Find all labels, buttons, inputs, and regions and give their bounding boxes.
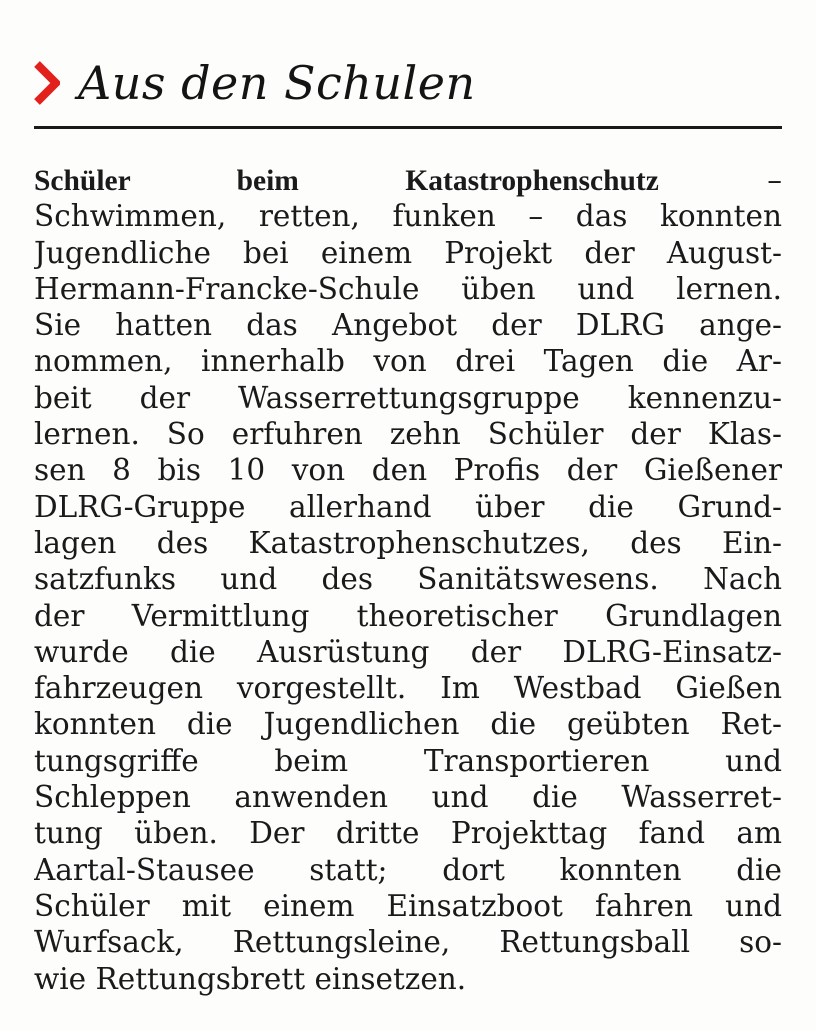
headline-dash: – bbox=[767, 163, 782, 197]
article-line: beit der Wasserrettungsgruppe kennenzu- bbox=[34, 380, 782, 415]
article-line: nommen, innerhalb von drei Tagen die Ar- bbox=[34, 344, 782, 379]
section-title: Aus den Schulen bbox=[78, 56, 476, 110]
article-line: lagen des Katastrophenschutzes, des Ein- bbox=[34, 525, 782, 560]
article-line: sen 8 bis 10 von den Profis der Gießener bbox=[34, 453, 782, 488]
article-line: tungsgriffe beim Transportieren und bbox=[34, 743, 782, 778]
article-line: satzfunks und des Sanitätswesens. Nach bbox=[34, 562, 782, 597]
article-line: Aartal-Stausee statt; dort konnten die bbox=[34, 852, 782, 887]
article-line: fahrzeugen vorgestellt. Im Westbad Gießen bbox=[34, 671, 782, 706]
header-divider bbox=[34, 126, 782, 129]
article-line: Hermann-Francke-Schule üben und lernen. bbox=[34, 271, 782, 306]
article-line: Schwimmen, retten, funken – das konnten bbox=[34, 199, 782, 234]
article-line: Jugendliche bei einem Projekt der August- bbox=[34, 235, 782, 270]
article-line: tung üben. Der dritte Projekttag fand am bbox=[34, 816, 782, 851]
article-line: wie Rettungsbrett einsetzen. bbox=[34, 961, 467, 996]
article-line: lernen. So erfuhren zehn Schüler der Klas- bbox=[34, 417, 782, 452]
article-line: Schüler mit einem Einsatzboot fahren und bbox=[34, 888, 782, 923]
article-body bbox=[34, 162, 782, 997]
article-line: Sie hatten das Angebot der DLRG ange- bbox=[34, 308, 782, 343]
article-line: der Vermittlung theoretischer Grundlagen bbox=[34, 598, 782, 633]
article-line: konnten die Jugendlichen die geübten Ret- bbox=[34, 707, 782, 742]
article-line: Schleppen anwenden und die Wasserret- bbox=[34, 780, 782, 815]
article-line bbox=[34, 162, 782, 198]
section-header bbox=[34, 48, 476, 118]
article-line: DLRG-Gruppe allerhand über die Grund- bbox=[34, 489, 782, 524]
article-headline: Schüler beim Katastrophenschutz bbox=[34, 165, 659, 197]
chevron-right-icon bbox=[34, 61, 60, 105]
article-line: Wurfsack, Rettungsleine, Rettungsball so- bbox=[34, 925, 782, 960]
article-line: wurde die Ausrüstung der DLRG-Einsatz- bbox=[34, 634, 782, 669]
